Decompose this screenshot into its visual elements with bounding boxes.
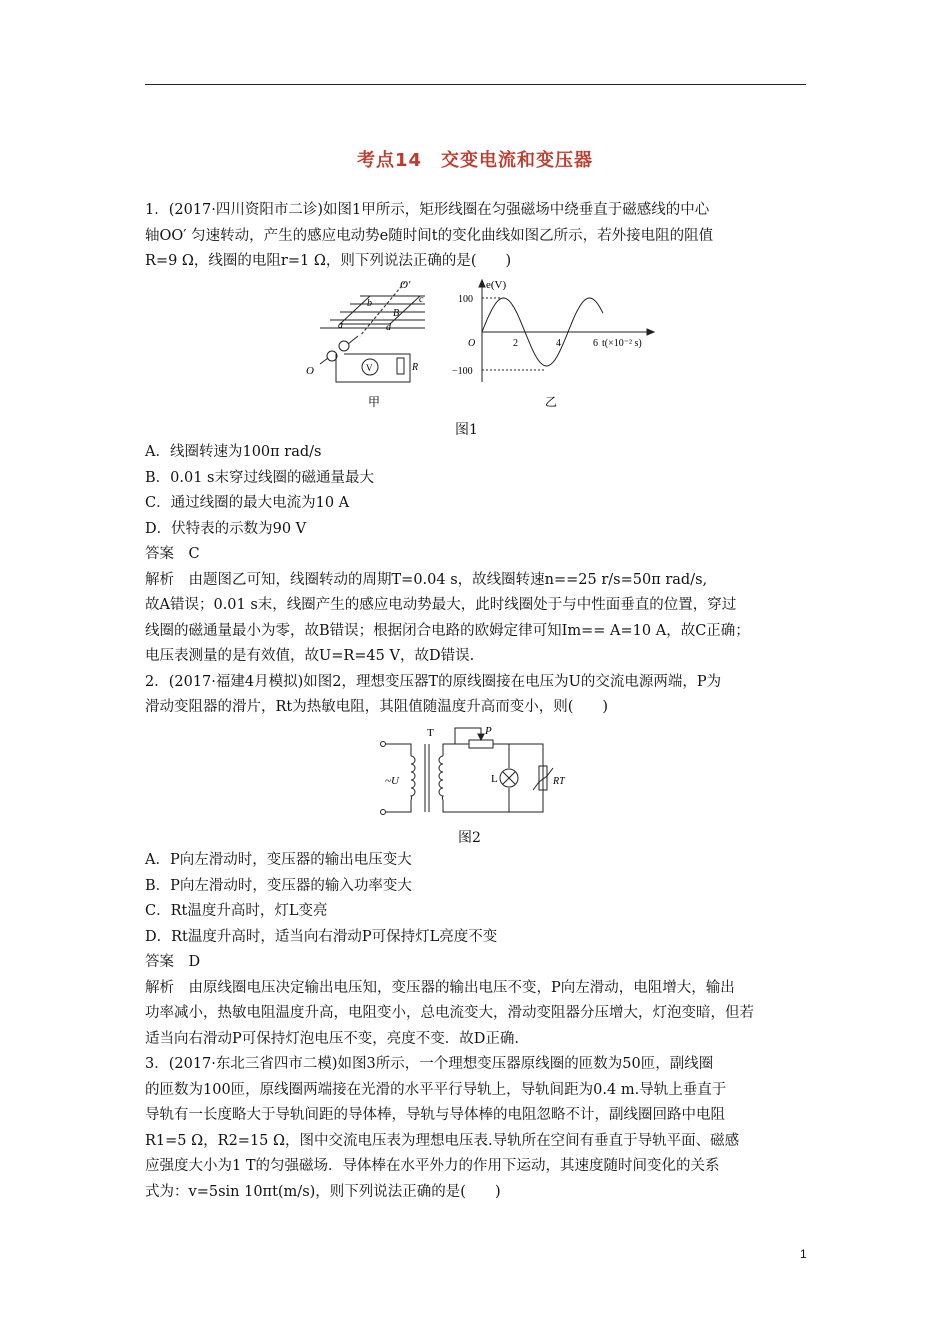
fig2-label-rt: RT <box>553 776 565 787</box>
graph-origin: O <box>468 338 476 349</box>
q1-option-b: B．0.01 s末穿过线圈的磁通量最大 <box>145 469 374 486</box>
q1-answer: 答案 C <box>145 546 200 562</box>
q1-stem-line: R=9 Ω，线圈的电阻r=1 Ω，则下列说法正确的是( ) <box>145 253 512 269</box>
page-number: 1 <box>800 1247 807 1261</box>
label-v: V <box>366 363 373 373</box>
q3-stem-line: 导轨有一长度略大于导轨间距的导体棒，导轨与导体棒的电阻忽略不计，副线圈回路中电阻 <box>145 1107 725 1123</box>
label-yi: 乙 <box>545 395 558 409</box>
q2-analysis-line: 解析 由原线圈电压决定输出电压知，变压器的输出电压不变，P向左滑动，电阻增大，输出 <box>145 979 735 996</box>
label-r: R <box>412 362 419 373</box>
q1-stem <box>145 198 810 275</box>
q3-stem-line: 应强度大小为1 T的匀强磁场．导体棒在水平外力的作用下运动，其速度随时间变化的关系 <box>145 1158 720 1174</box>
q1-analysis-line: 解析 由题图乙可知，线圈转动的周期T=0.04 s，故线圈转速n==25 r/s=50π rad/s, <box>145 571 708 588</box>
q2-answer: 答案 D <box>145 954 201 970</box>
fig2-label-p: P <box>485 725 492 737</box>
figure-1-graph <box>479 280 654 382</box>
q2-analysis-line: 适当向右滑动P可保持灯泡电压不变，亮度不变．故D正确. <box>145 1030 519 1047</box>
label-jia: 甲 <box>368 395 381 409</box>
q1-body <box>145 440 810 721</box>
q3-stem-line: 的匝数为100匝，原线圈两端接在光滑的水平平行导轨上，导轨间距为0.4 m.导轨上垂直于 <box>145 1081 727 1098</box>
fig2-label-u: ~U <box>385 775 399 787</box>
q1-analysis-line: 故A错误；0.01 s末，线圈产生的感应电动势最大，此时线圈处于与中性面垂直的位置，穿过 <box>145 597 737 613</box>
q3-stem-line: 式为：v=5sin 10πt(m/s)，则下列说法正确的是( ) <box>145 1183 501 1200</box>
q3-stem-line: R1=5 Ω，R2=15 Ω，图中交流电压表为理想电压表.导轨所在空间有垂直于导轨平面、磁感 <box>145 1132 740 1149</box>
graph-xtick-2: 2 <box>513 338 518 349</box>
q1-option-d: D．伏特表的示数为90 V <box>145 520 307 537</box>
q2-option-c: C．Rt温度升高时，灯L变亮 <box>145 903 328 919</box>
q3-stem-line: 3．(2017·东北三省四市二模)如图3所示，一个理想变压器原线圈的匝数为50匝，副线圈 <box>145 1056 714 1072</box>
q2-body <box>145 848 810 1205</box>
q1-stem-line: 1．(2017·四川资阳市二诊)如图1甲所示，矩形线圈在匀强磁场中绕垂直于磁感线的中心 <box>145 202 710 218</box>
figure-1 <box>300 274 660 414</box>
q2-analysis-line: 功率减小，热敏电阻温度升高，电阻变小，总电流变大，滑动变阻器分压增大，灯泡变暗，但若 <box>145 1005 754 1021</box>
header-rule <box>145 84 806 85</box>
q1-analysis-line: 线圈的磁通量最小为零，故B错误；根据闭合电路的欧姆定律可知Im== A=10 A，故C正确； <box>145 622 750 639</box>
q1-analysis-line: 电压表测量的是有效值，故U=R=45 V，故D错误. <box>145 648 475 664</box>
graph-ylabel: e(V) <box>486 279 507 291</box>
page-title: 考点14 交变电流和变压器 <box>356 150 594 171</box>
fig2-label-l: L <box>491 773 498 785</box>
q2-stem-line: 滑动变阻器的滑片，Rt为热敏电阻，其阻值随温度升高而变小，则( ) <box>145 699 609 715</box>
label-d: d <box>386 322 391 333</box>
figure-2-caption: 图2 <box>458 830 481 846</box>
fig2-label-t: T <box>427 727 434 739</box>
graph-xtick-6: 6 <box>593 338 598 349</box>
graph-ytick-100: 100 <box>458 294 473 305</box>
graph-xlabel: t(×10⁻² s) <box>602 338 642 349</box>
figure-1-left-coil <box>320 282 425 382</box>
q1-option-c: C．通过线圈的最大电流为10 A <box>145 495 350 511</box>
label-B: B <box>393 308 400 319</box>
graph-xtick-4: 4 <box>556 338 561 349</box>
label-a: a <box>338 320 343 331</box>
q2-stem-line: 2．(2017·福建4月模拟)如图2，理想变压器T的原线圈接在电压为U的交流电源两端，P为 <box>145 673 722 690</box>
q2-option-a: A．P向左滑动时，变压器的输出电压变大 <box>145 852 412 868</box>
graph-ytick-neg100: −100 <box>452 366 473 377</box>
q2-option-d: D．Rt温度升高时，适当向右滑动P可保持灯L亮度不变 <box>145 928 498 945</box>
q2-option-b: B．P向左滑动时，变压器的输入功率变大 <box>145 877 412 894</box>
figure-1-caption: 图1 <box>455 422 478 438</box>
label-c: c <box>419 294 424 305</box>
figure-2 <box>375 724 575 824</box>
q1-option-a: A．线圈转速为100π rad/s <box>145 444 322 460</box>
label-o-top: O′ <box>400 279 411 291</box>
label-o-bottom: O <box>306 365 314 377</box>
label-b: b <box>367 298 372 309</box>
q1-stem-line: 轴OO′ 匀速转动，产生的感应电动势e随时间t的变化曲线如图乙所示，若外接电阻的阻值 <box>145 227 714 244</box>
